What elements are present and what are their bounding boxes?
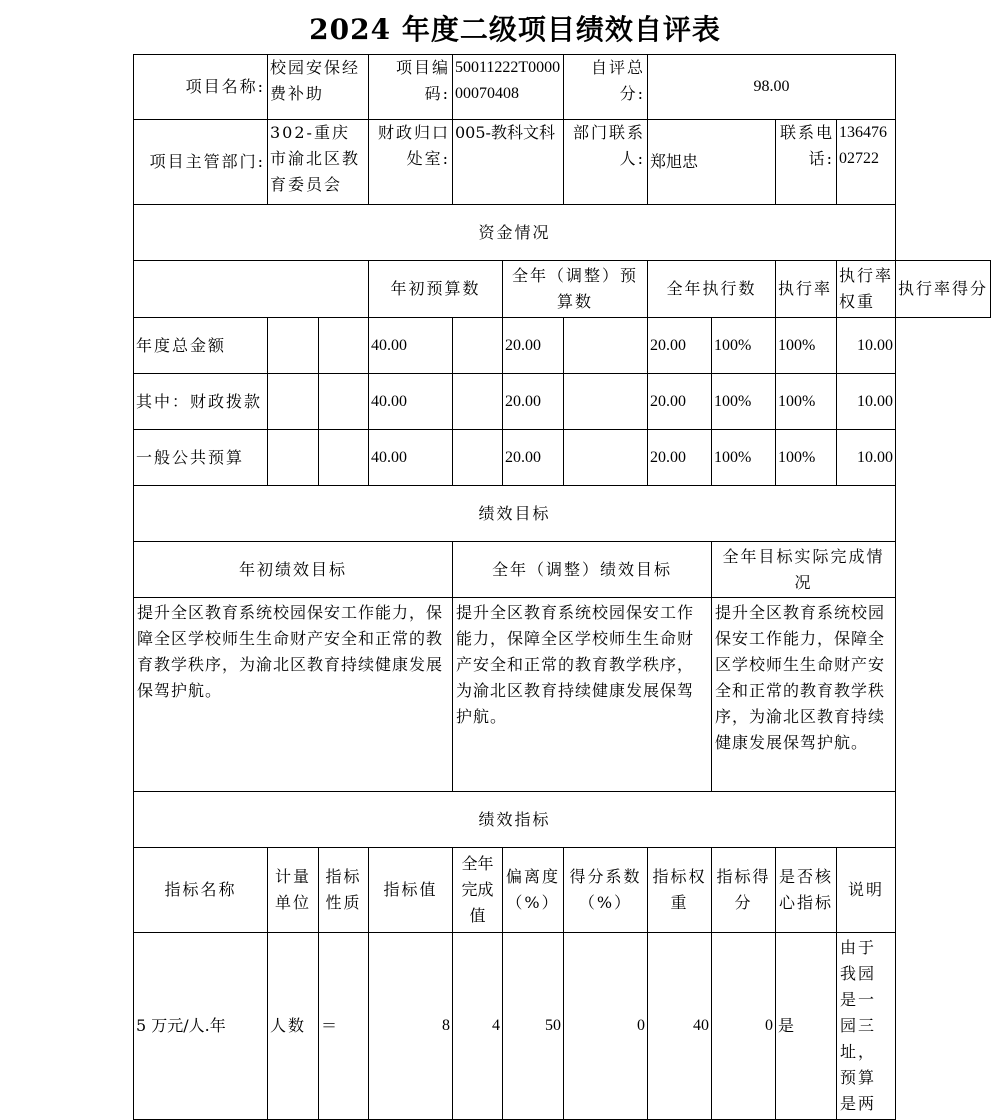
blank-cell: [453, 318, 503, 374]
funds-header-weight: 执行率权重: [837, 261, 896, 318]
indicators-section-row: [134, 792, 991, 848]
ind-core: 是: [776, 933, 837, 1120]
evaluation-table: [133, 54, 991, 1120]
funds-row: [134, 374, 991, 430]
funds-initial: 40.00: [369, 430, 453, 486]
info-row-2: [134, 120, 991, 205]
project-name-value: 校园安保经费补助: [268, 55, 369, 120]
page-title: 2024 年度二级项目绩效自评表: [309, 13, 721, 46]
funds-header-executed: 全年执行数: [648, 261, 776, 318]
indicators-header-row: [134, 848, 991, 933]
funds-score: 10.00: [837, 374, 896, 430]
blank-cell: [564, 318, 648, 374]
funds-section-title: 资金情况: [134, 205, 896, 261]
funds-weight: 100%: [776, 374, 837, 430]
self-score-label: 自评总分:: [564, 55, 648, 120]
contact-label: 部门联系人:: [564, 120, 648, 205]
contact-value: 郑旭忠: [648, 120, 776, 205]
funds-weight: 100%: [776, 430, 837, 486]
goals-actual-text: 提升全区教育系统校园保安工作能力，保障全区学校师生生命财产安全和正常的教育教学秩序，为渝北区教育持续健康发展保驾护航。: [712, 598, 896, 792]
funds-row-label: 其中：财政拨款: [134, 374, 268, 430]
ind-header-coef: 得分系数（%）: [564, 848, 648, 933]
blank-cell: [319, 318, 369, 374]
funds-adjusted: 20.00: [503, 430, 564, 486]
goals-header-actual: 全年目标实际完成情况: [712, 542, 896, 598]
finance-label: 财政归口处室:: [369, 120, 453, 205]
ind-header-deviation: 偏离度（%）: [503, 848, 564, 933]
funds-score: 10.00: [837, 430, 896, 486]
funds-score: 10.00: [837, 318, 896, 374]
project-name-label: 项目名称:: [134, 55, 268, 120]
info-row-1: [134, 55, 991, 120]
funds-rate: 100%: [712, 318, 776, 374]
dept-value: 302-重庆市渝北区教育委员会: [268, 120, 369, 205]
goals-initial-text: 提升全区教育系统校园保安工作能力，保障全区学校师生生命财产安全和正常的教育教学秩序，为渝北区教育持续健康发展保驾护航。: [134, 598, 453, 792]
goals-header-row: [134, 542, 991, 598]
funds-header-row: [134, 261, 991, 318]
funds-row: [134, 318, 991, 374]
ind-score: 0: [712, 933, 776, 1120]
blank-cell: [564, 374, 648, 430]
funds-rate: 100%: [712, 374, 776, 430]
phone-label: 联系电话:: [776, 120, 837, 205]
ind-note: 由于我园是一园三址，预算是两: [837, 933, 896, 1120]
ind-unit: 人数: [268, 933, 319, 1120]
ind-header-note: 说明: [837, 848, 896, 933]
blank-cell: [268, 374, 319, 430]
project-code-value: 50011222T000000070408: [453, 55, 564, 120]
funds-header-blank: [134, 261, 369, 318]
project-code-label: 项目编码:: [369, 55, 453, 120]
ind-target: 8: [369, 933, 453, 1120]
funds-header-rate: 执行率: [776, 261, 837, 318]
blank-cell: [564, 430, 648, 486]
goals-header-adjusted: 全年（调整）绩效目标: [453, 542, 712, 598]
goals-content-row: [134, 598, 991, 792]
funds-header-score: 执行率得分: [896, 261, 991, 318]
ind-header-actual: 全年完成值: [453, 848, 503, 933]
funds-initial: 40.00: [369, 374, 453, 430]
goals-header-initial: 年初绩效目标: [134, 542, 453, 598]
ind-header-nature: 指标性质: [319, 848, 369, 933]
self-score-value: 98.00: [648, 55, 896, 120]
funds-weight: 100%: [776, 318, 837, 374]
funds-executed: 20.00: [648, 318, 712, 374]
funds-header-initial: 年初预算数: [369, 261, 503, 318]
funds-row: [134, 430, 991, 486]
blank-cell: [453, 374, 503, 430]
blank-cell: [268, 430, 319, 486]
indicator-row: [134, 933, 991, 1120]
ind-weight: 40: [648, 933, 712, 1120]
ind-header-core: 是否核心指标: [776, 848, 837, 933]
funds-initial: 40.00: [369, 318, 453, 374]
blank-cell: [319, 374, 369, 430]
indicators-section-title: 绩效指标: [134, 792, 896, 848]
ind-nature: ＝: [319, 933, 369, 1120]
funds-row-label: 年度总金额: [134, 318, 268, 374]
funds-row-label: 一般公共预算: [134, 430, 268, 486]
goals-adjusted-text: 提升全区教育系统校园保安工作能力，保障全区学校师生生命财产安全和正常的教育教学秩序，为渝北区教育持续健康发展保驾护航。: [453, 598, 712, 792]
funds-executed: 20.00: [648, 374, 712, 430]
phone-value: 13647602722: [837, 120, 896, 205]
ind-header-score: 指标得分: [712, 848, 776, 933]
funds-executed: 20.00: [648, 430, 712, 486]
blank-cell: [453, 430, 503, 486]
ind-header-weight: 指标权重: [648, 848, 712, 933]
ind-header-name: 指标名称: [134, 848, 268, 933]
goals-section-title: 绩效目标: [134, 486, 896, 542]
funds-rate: 100%: [712, 430, 776, 486]
ind-actual: 4: [453, 933, 503, 1120]
ind-header-unit: 计量单位: [268, 848, 319, 933]
funds-header-adjusted: 全年（调整）预算数: [503, 261, 648, 318]
blank-cell: [268, 318, 319, 374]
finance-value: 005-教科文科: [453, 120, 564, 205]
funds-adjusted: 20.00: [503, 318, 564, 374]
ind-header-target: 指标值: [369, 848, 453, 933]
dept-label: 项目主管部门:: [134, 120, 268, 205]
blank-cell: [319, 430, 369, 486]
funds-adjusted: 20.00: [503, 374, 564, 430]
ind-name: 5 万元/人.年: [134, 933, 268, 1120]
funds-section-row: [134, 205, 991, 261]
goals-section-row: [134, 486, 991, 542]
ind-deviation: 50: [503, 933, 564, 1120]
ind-coef: 0: [564, 933, 648, 1120]
